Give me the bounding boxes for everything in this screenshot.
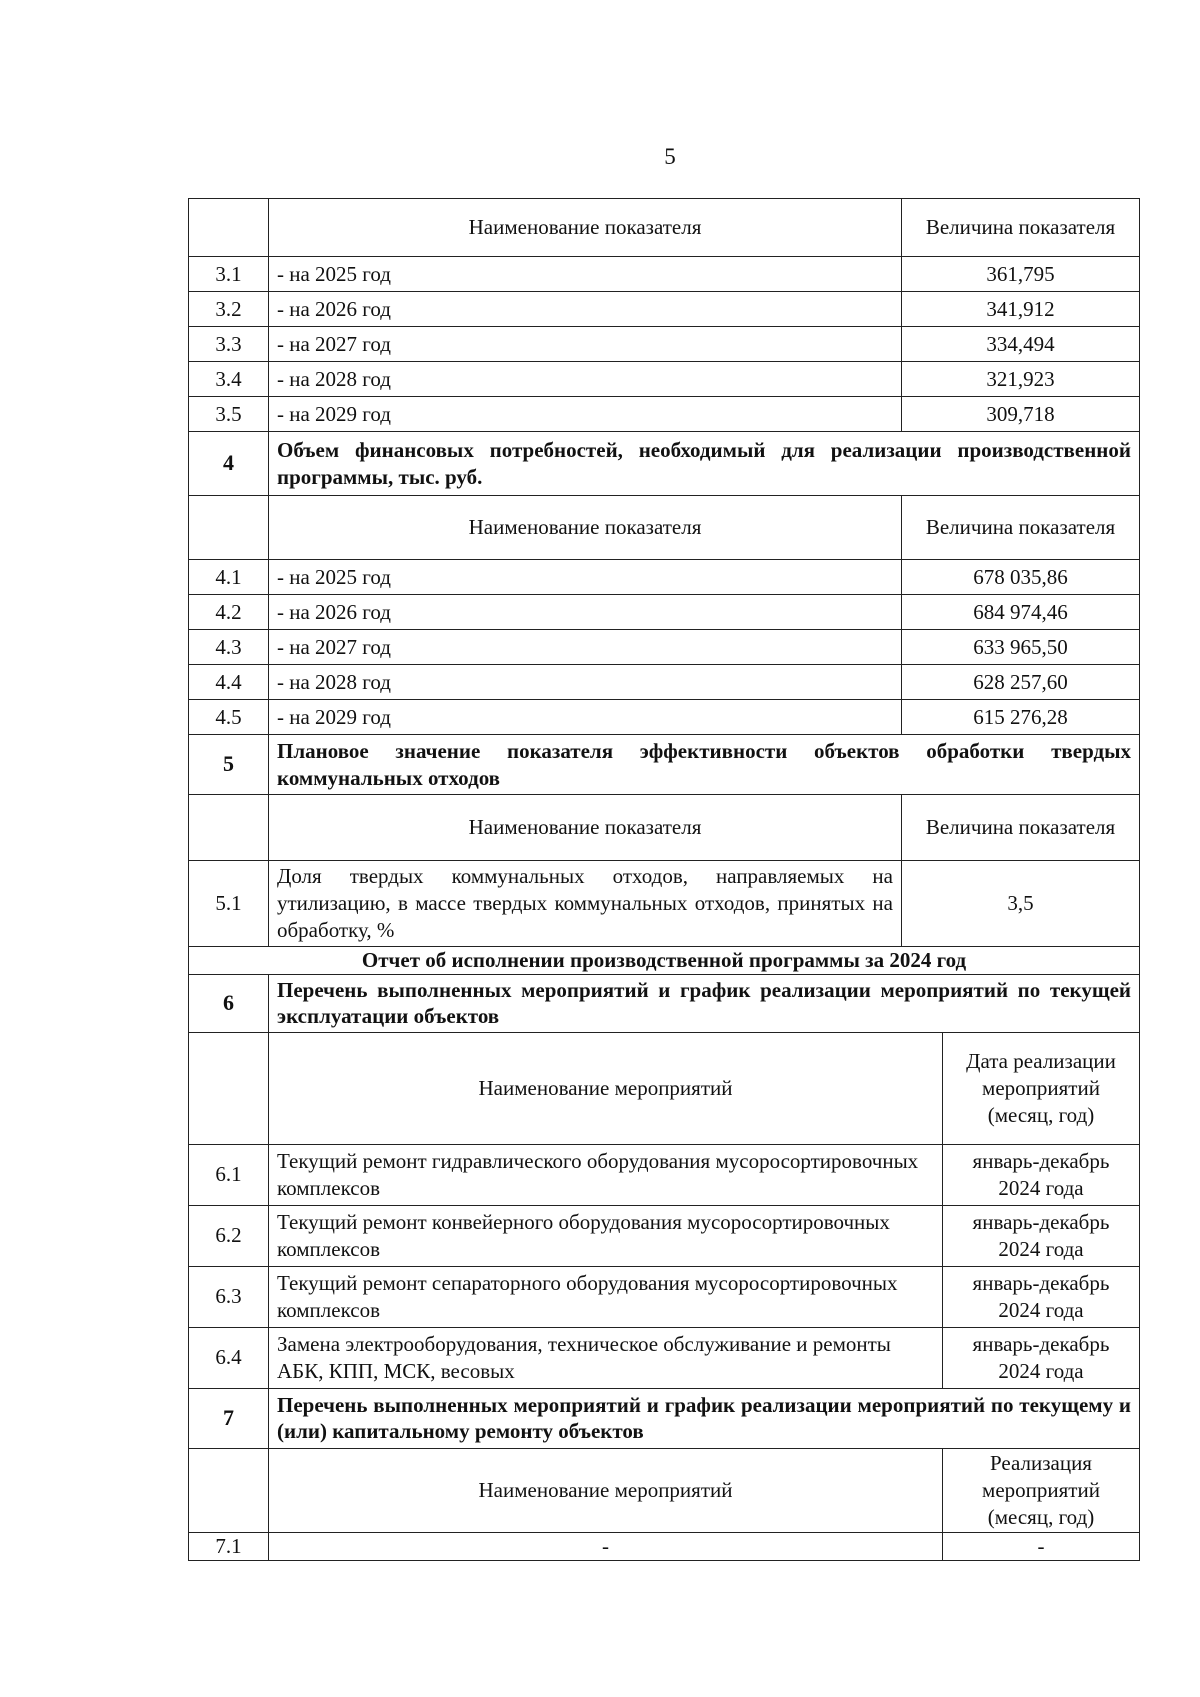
table-row [189, 1532, 1140, 1560]
row-value: 633 965,50 [902, 630, 1140, 665]
header-value-cell: Дата реализации мероприятий (месяц, год) [943, 1032, 1140, 1144]
indicator-table [188, 198, 1140, 1561]
row-value: 321,923 [902, 362, 1140, 397]
table-row [189, 630, 1140, 665]
header-value-cell: Величина показателя [902, 199, 1140, 257]
table-header-row [189, 1448, 1140, 1532]
row-name: Текущий ремонт конвейерного оборудования мусоросортировочных комплексов [269, 1205, 943, 1266]
table-header-row [189, 795, 1140, 861]
table-row [189, 327, 1140, 362]
table-row [189, 1144, 1140, 1205]
row-name: Текущий ремонт сепараторного оборудования мусоросортировочных комплексов [269, 1266, 943, 1327]
row-number: 4.3 [189, 630, 269, 665]
table-header-row [189, 199, 1140, 257]
header-name-cell: Наименование показателя [269, 496, 902, 560]
row-value: 341,912 [902, 292, 1140, 327]
row-name: Доля твердых коммунальных отходов, направляемых на утилизацию, в массе твердых коммунальных отходов, принятых на обработку, % [269, 861, 902, 947]
row-name: - на 2029 год [269, 700, 902, 735]
section-number: 4 [189, 432, 269, 496]
table-row [189, 861, 1140, 947]
row-name: Текущий ремонт гидравлического оборудования мусоросортировочных комплексов [269, 1144, 943, 1205]
row-value: 309,718 [902, 397, 1140, 432]
section-title-row [189, 974, 1140, 1032]
row-number: 3.3 [189, 327, 269, 362]
row-number: 3.5 [189, 397, 269, 432]
header-name-cell: Наименование мероприятий [269, 1032, 943, 1144]
section-title: Объем финансовых потребностей, необходимый для реализации производственной программы, тыс. руб. [269, 432, 1140, 496]
row-value: 361,795 [902, 257, 1140, 292]
empty-num-cell [189, 496, 269, 560]
table-row [189, 665, 1140, 700]
table-header-row [189, 1032, 1140, 1144]
row-name: - на 2028 год [269, 362, 902, 397]
row-number: 4.4 [189, 665, 269, 700]
row-number: 5.1 [189, 861, 269, 947]
table-row [189, 1266, 1140, 1327]
section-number: 7 [189, 1388, 269, 1448]
table-row [189, 1327, 1140, 1388]
row-value: январь-декабрь 2024 года [943, 1205, 1140, 1266]
table-row [189, 560, 1140, 595]
header-value-cell: Величина показателя [902, 496, 1140, 560]
row-value: 334,494 [902, 327, 1140, 362]
row-name: - на 2025 год [269, 560, 902, 595]
row-name: - [269, 1532, 943, 1560]
row-number: 3.1 [189, 257, 269, 292]
table-row [189, 257, 1140, 292]
row-number: 6.1 [189, 1144, 269, 1205]
row-name: - на 2028 год [269, 665, 902, 700]
report-title: Отчет об исполнении производственной программы за 2024 год [189, 947, 1140, 975]
row-number: 4.2 [189, 595, 269, 630]
empty-num-cell [189, 1448, 269, 1532]
section-title: Плановое значение показателя эффективности объектов обработки твердых коммунальных отходов [269, 735, 1140, 795]
row-name: - на 2027 год [269, 630, 902, 665]
row-value: 628 257,60 [902, 665, 1140, 700]
table-row [189, 362, 1140, 397]
row-name: - на 2025 год [269, 257, 902, 292]
empty-num-cell [189, 1032, 269, 1144]
section-number: 6 [189, 974, 269, 1032]
row-number: 6.4 [189, 1327, 269, 1388]
table-row [189, 700, 1140, 735]
row-value: - [943, 1532, 1140, 1560]
table-row [189, 595, 1140, 630]
row-value: 678 035,86 [902, 560, 1140, 595]
row-name: - на 2026 год [269, 292, 902, 327]
row-value: январь-декабрь 2024 года [943, 1266, 1140, 1327]
section-number: 5 [189, 735, 269, 795]
row-value: январь-декабрь 2024 года [943, 1327, 1140, 1388]
section-title-row [189, 735, 1140, 795]
row-number: 3.4 [189, 362, 269, 397]
row-number: 7.1 [189, 1532, 269, 1560]
section-title: Перечень выполненных мероприятий и график реализации мероприятий по текущей эксплуатации объектов [269, 974, 1140, 1032]
header-name-cell: Наименование показателя [269, 795, 902, 861]
section-title: Перечень выполненных мероприятий и график реализации мероприятий по текущему и (или) капитальному ремонту объектов [269, 1388, 1140, 1448]
row-value: 3,5 [902, 861, 1140, 947]
row-value: январь-декабрь 2024 года [943, 1144, 1140, 1205]
row-name: Замена электрооборудования, техническое обслуживание и ремонты АБК, КПП, МСК, весовых [269, 1327, 943, 1388]
row-name: - на 2027 год [269, 327, 902, 362]
table-header-row [189, 496, 1140, 560]
row-number: 3.2 [189, 292, 269, 327]
row-number: 4.5 [189, 700, 269, 735]
header-value-cell: Величина показателя [902, 795, 1140, 861]
row-name: - на 2029 год [269, 397, 902, 432]
report-title-row [189, 947, 1140, 975]
row-name: - на 2026 год [269, 595, 902, 630]
row-value: 615 276,28 [902, 700, 1140, 735]
row-number: 4.1 [189, 560, 269, 595]
row-value: 684 974,46 [902, 595, 1140, 630]
header-value-cell: Реализация мероприятий (месяц, год) [943, 1448, 1140, 1532]
section-title-row [189, 1388, 1140, 1448]
page-number: 5 [664, 144, 676, 169]
empty-num-cell [189, 199, 269, 257]
row-number: 6.2 [189, 1205, 269, 1266]
header-name-cell: Наименование показателя [269, 199, 902, 257]
table-row [189, 397, 1140, 432]
section-title-row [189, 432, 1140, 496]
empty-num-cell [189, 795, 269, 861]
table-row [189, 292, 1140, 327]
table-row [189, 1205, 1140, 1266]
header-name-cell: Наименование мероприятий [269, 1448, 943, 1532]
row-number: 6.3 [189, 1266, 269, 1327]
